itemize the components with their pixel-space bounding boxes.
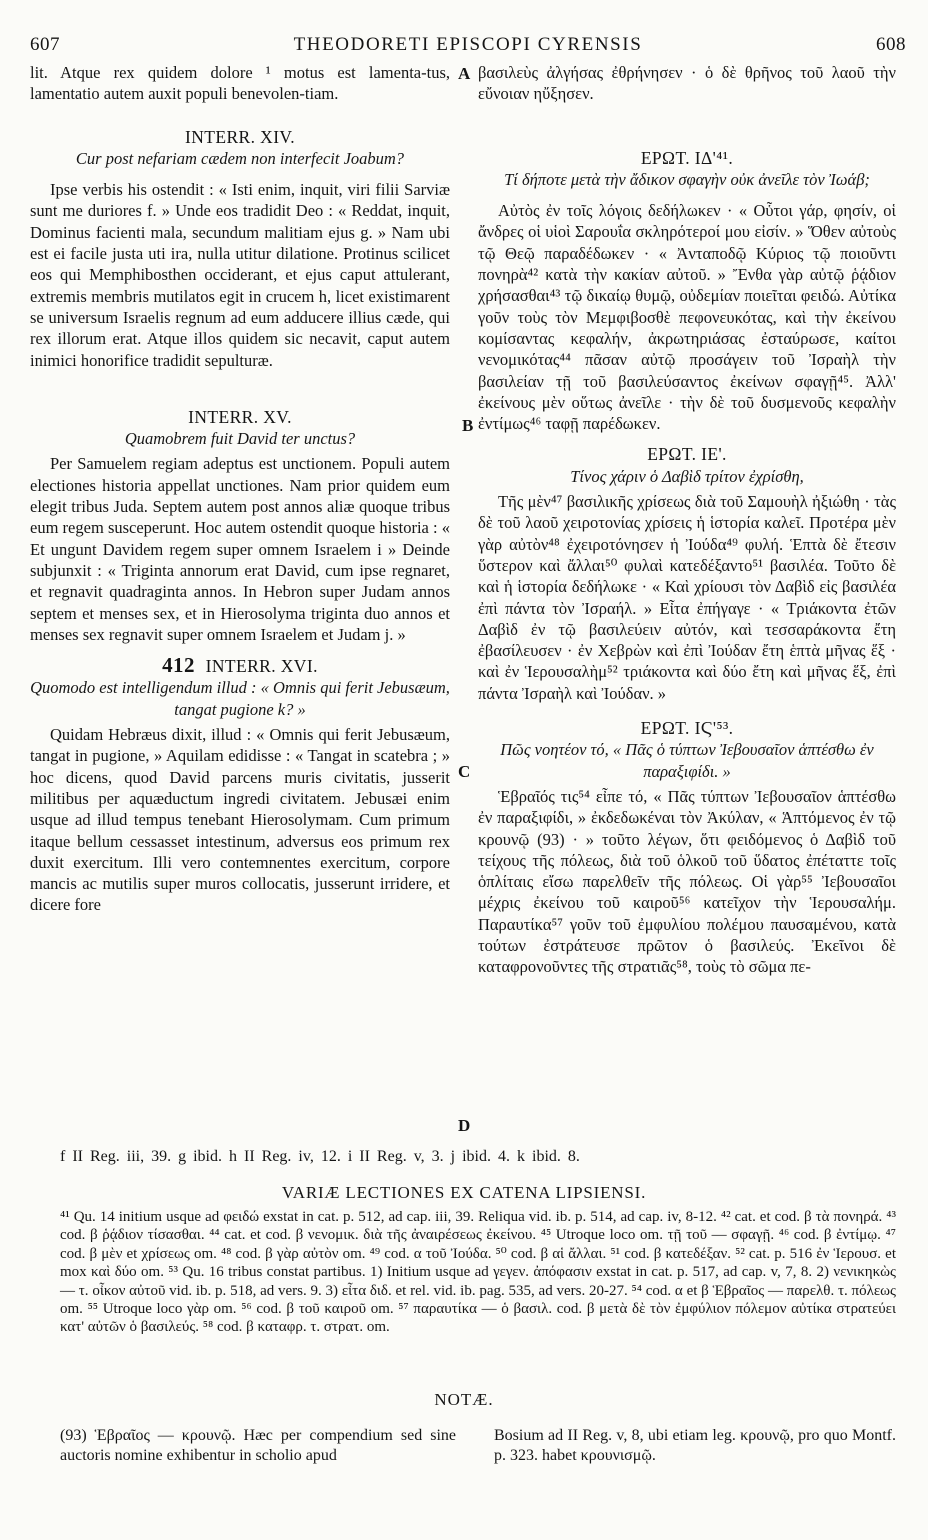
page-header bbox=[30, 34, 906, 58]
greek-subtitle-15: Τίνος χάριν ὁ Δαβὶδ τρίτον ἐχρίσθη, bbox=[570, 466, 804, 486]
greek-intro: βασιλεὺς ἀλγήσας ἐθρήνησεν · ὁ δὲ θρῆνος τοῦ λαοῦ τὴν εὔνοιαν ηὔξησεν. bbox=[478, 63, 896, 104]
latin-text-xv: Per Samuelem regiam adeptus est unctionem. Populi autem electiones historia appellat unctiones. Nam prior quidem eum elegit tribus Juda. Septem autem post annos aliæ quoque tribus eum regem susceperunt. Hoc autem ostendit quoque historia : « Et ungunt Davidem regem super omnem Israelem i » Deinde subjunxit : « Triginta annorum erat David, cum ipse regnaret, et regnavit quadraginta annos. In Hebron super Judam annos septem et menses sex, et in Hierosolyma triginta duo annos et menses sex regnavit super omnem Israelem et Judam j. » bbox=[30, 454, 450, 644]
latin-text-xiv: Ipse verbis his ostendit : « Isti enim, inquit, viri filii Sarviæ sunt me duriores f. » Unde eos tradidit Deo : « Reddat, inquit, Dominus facienti mala, secundum malitiam ejus g. » Nam ubi est ei facile justa uti ira, nulla utitur dilatione. Protinus scilicet eos qui Memphibosthen occiderant, et ejus caput attulerant, extremis membris mutilatos egit in crucem h, licet existimarent se universum Israelis regnum ad eum adducere illius cæde, qui rex illorum erat. Atque illos quidem sic necavit, caput autem inimici honorifice tradidit sepulturæ. bbox=[30, 180, 450, 370]
greek-text-16: Ἑβραῖός τις⁵⁴ εἶπε τό, « Πᾶς τύπτων Ἰεβουσαῖον ἁπτέσθω ἐν παραξιφίδι, » ἐκδεδωκέναι τὸν Ἀκύλαν, « Ἁπτόμενος ἐν τῷ κρουνῷ (93) · » τοῦτο λέγων, ὅτι φειδόμενος ὁ Δαβὶδ τοῦ τείχους τῆς πόλεως, διὰ τοῦ ὁλκοῦ τοῦ ὕδατος ἐπέταττε τοῖς ὁπλίταις εἴσω παρελθεῖν τῆς πόλεως. Οἱ γὰρ⁵⁵ Ἰεβουσαῖοι μέχρις ἐκείνου τοῦ καιροῦ⁵⁶ κατεῖχον τὴν Ἱερουσαλήμ. Παραυτίκα⁵⁷ γοῦν τοῦ ἐμφυλίου πολέμου παυσαμένου, κατὰ τούτων ἐστράτευσε πρῶτον ὁ βασιλεύς. Ἐκεῖνοι δὲ καταφρονοῦντες τῆς στρατιᾶς⁵⁸, τοὺς τὸ σῶμα πε- bbox=[478, 786, 896, 977]
column-number: 412 bbox=[162, 653, 195, 678]
greek-text-14: Αὐτὸς ἐν τοῖς λόγοις δεδήλωκεν · « Οὗτοι γάρ, φησίν, οἱ ἄνδρες οἱ υἱοὶ Σαρουΐα σκληρότεροί μου εἰσίν. » Ὅθεν αὐτοὺς τῷ Θεῷ παραδέδωκεν · « Ἀνταποδῷ Κύριος τῷ ποιοῦντι πονηρὰ⁴² κατὰ τὴν κακίαν αὐτοῦ. » Ἔνθα γὰρ αὐτῷ ῥᾴδιον χρήσασθαι⁴³ τῷ δικαίῳ θυμῷ, οὐδεμίαν ποιεῖται φειδώ. Αὐτίκα γοῦν τοὺς τὸν Μεμφιβοσθὲ πεφονευκότας, καὶ τὴν ἐκείνου κομίσαντας κεφαλήν, ἀκρωτηριάσας ἐσταύρωσε, καίτοι νενομικότας⁴⁴ πᾶσαν αὐτῷ προσάγειν τοῦ Ἰσραὴλ τὴν βασιλείαν τῇ τοῦ βασιλεύσαντος ἐκείνων σφαγῇ⁴⁵. Ἀλλ' ἐκείνους μὲν οὕτως ἀνεῖλε · τὴν δὲ τοῦ δυσμενοῦς κεφαλὴν ἐντίμως⁴⁶ ταφῇ παρέδωκεν. bbox=[478, 201, 896, 434]
latin-heading-xvi: INTERR. XVI. bbox=[205, 656, 318, 677]
left-page-number: 607 bbox=[30, 34, 60, 55]
scripture-references: f II Reg. iii, 39. g ibid. h II Reg. iv, 12. i II Reg. v, 3. j ibid. 4. k ibid. 8. bbox=[60, 1148, 580, 1165]
variae-lectiones-heading: VARIÆ LECTIONES EX CATENA LIPSIENSI. bbox=[281, 1183, 647, 1202]
margin-letter-c: C bbox=[458, 762, 471, 781]
running-title: THEODORETI EPISCOPI CYRENSIS bbox=[293, 34, 643, 55]
notae-heading: NOTÆ. bbox=[434, 1390, 494, 1409]
note-left: (93) Ἑβραῖος — κρουνῷ. Hæc per compendium sed sine auctoris nomine exhibentur in scholio apud bbox=[60, 1427, 456, 1464]
greek-subtitle-16: Πῶς νοητέον τό, « Πᾶς ὁ τύπτων Ἰεβουσαῖον ἁπτέσθω ἐν παραξιφίδι. » bbox=[500, 740, 874, 781]
greek-subtitle-14: Τί δήποτε μετὰ τὴν ἄδικον σφαγὴν οὐκ ἀνεῖλε τὸν Ἰωάβ; bbox=[504, 169, 870, 189]
greek-heading-14: ΕΡΩΤ. ΙΔ'⁴¹. bbox=[640, 147, 734, 168]
latin-intro: lit. Atque rex quidem dolore ¹ motus est lamenta-tus, lamentatio autem auxit populi benevolen-tiam. bbox=[30, 63, 450, 104]
margin-letter-d: D bbox=[458, 1116, 471, 1135]
greek-heading-15: ΕΡΩΤ. ΙΕ'. bbox=[647, 444, 727, 465]
margin-letter-b: B bbox=[462, 416, 474, 435]
variae-lectiones-text: ⁴¹ Qu. 14 initium usque ad φειδώ exstat in cat. p. 512, ad cap. iii, 39. Reliqua vid. ib. p. 514, ad cap. iv, 8-12. ⁴² cat. et cod. β τὰ πονηρά. ⁴³ cod. β ῥᾴδιον τίσασθαι. ⁴⁴ cat. et cod. β νενομικ. διὰ τῆς ἀναιρέσεως ἐκείνου. ⁴⁵ Utroque loco om. τῇ τοῦ — σφαγῇ. ⁴⁶ cod. β ἐντίμῳ. ⁴⁷ cod. β μὲν et χρίσεως om. ⁴⁸ cod. β γὰρ αὐτὸν om. ⁴⁹ cod. α τοῦ Ἰούδα. ⁵⁰ cod. β αἱ ἄλλαι. ⁵¹ cod. β κατεδέξαν. ⁵² cat. p. 516 ἐν Ἱερουσ. et mox καὶ δύο om. ⁵³ Qu. 16 tribus constat partibus. 1) Initium usque ad γεγεν. ἀπόφασιν exstat in cat. p. 517, ad cap. v, 7, 8. 2) νενικηκὼς — τ. οἶκον αὐτοῦ vid. ib. p. 518, ad vers. 9. 3) εἶτα διδ. et rel. vid. ib. pag. 535, ad vers. 20-27. ⁵⁴ cod. α et β Ἑβραῖος — παρελθ. τ. πόλεως om. ⁵⁵ Utroque loco γὰρ om. ⁵⁶ cod. β τοῦ καιροῦ om. ⁵⁷ παραυτίκα — ὁ βασιλ. cod. β μετὰ δὲ τὸν ἐμφύλιον πόλεμον αὐτίκα στρατεύει κατ' αὐτῶν ὁ βασιλεύς. ⁵⁸ cod. β καταφρ. τ. στρατ. om. bbox=[60, 1209, 896, 1336]
latin-subtitle-xiv: Cur post nefariam cædem non interfecit Joabum? bbox=[75, 148, 405, 168]
note-right: Bosium ad II Reg. v, 8, ubi etiam leg. κρουνῷ, pro quo Montf. p. 323. habet κρουνισμῷ. bbox=[494, 1427, 896, 1464]
latin-heading-xv: INTERR. XV. bbox=[188, 406, 292, 427]
greek-heading-16: ΕΡΩΤ. ΙϚ'⁵³. bbox=[640, 718, 734, 739]
margin-letter-a: A bbox=[458, 64, 471, 83]
latin-subtitle-xv: Quamobrem fuit David ter unctus? bbox=[124, 429, 356, 449]
right-page-number: 608 bbox=[875, 34, 906, 55]
latin-subtitle-xvi: Quomodo est intelligendum illud : « Omnis qui ferit Jebusæum, tangat pugione k? » bbox=[30, 678, 450, 719]
greek-text-15: Τῆς μὲν⁴⁷ βασιλικῆς χρίσεως διὰ τοῦ Σαμουὴλ ἠξιώθη · τὰς δὲ τοῦ λαοῦ χειροτονίας χρίσεις ἡ ἱστορία καλεῖ. Προτέρα μὲν γὰρ αὐτὸν⁴⁸ ἐχειροτόνησεν ἡ Ἰούδα⁴⁹ φυλή. Ἑπτὰ δὲ ἔτεσιν ὕστερον καὶ ἄλλαι⁵⁰ φυλαὶ κατεδέξαντο⁵¹ βασιλέα. Τοῦτο δὲ καὶ ἡ ἱστορία δεδήλωκε · « Καὶ χρίουσι τὸν Δαβὶδ εἰς βασιλέα ἐπὶ πάντα τὸν Ἰσραήλ. » Εἶτα ἐπήγαγε · « Τριάκοντα ἐτῶν Δαβὶδ ἐν τῷ βασιλεύειν αὐτόν, καὶ τεσσαράκοντα ἔτη ἐβασίλευσεν · ἐν Χεβρὼν καὶ ἐπὶ Ἰούδαν ἔτη ἑπτὰ μῆνας ἕξ · καὶ ἐν Ἱερουσαλὴμ⁵² τριάκοντα καὶ δύο ἔτη καὶ μῆνας ἕξ, ἐπὶ πάντα Ἰσραὴλ καὶ Ἰούδαν. » bbox=[478, 492, 896, 703]
latin-text-xvi: Quidam Hebræus dixit, illud : « Omnis qui ferit Jebusæum, tangat in pugione, » Aquilam edidisse : « Tangat in scatebra ; » hoc dicens, quod David parcens muris civitatis, jusserit militibus per aquæductum ingredi civitatem. Jebusæi enim usque ad illud tempus tenebant Hierosolymam. Cum primum itaque bellum cessasset intestinum, adversus eos primum rex duxit exercitum. Illi vero contemnentes exercitum, corpore mancis ac mutilis super muros collocatis, jusserunt irridere, et dicere fore bbox=[30, 725, 450, 915]
greek-column bbox=[478, 62, 896, 978]
latin-heading-xiv: INTERR. XIV. bbox=[185, 126, 295, 147]
latin-column bbox=[30, 62, 450, 916]
latin-heading-xvi-row bbox=[30, 655, 450, 677]
